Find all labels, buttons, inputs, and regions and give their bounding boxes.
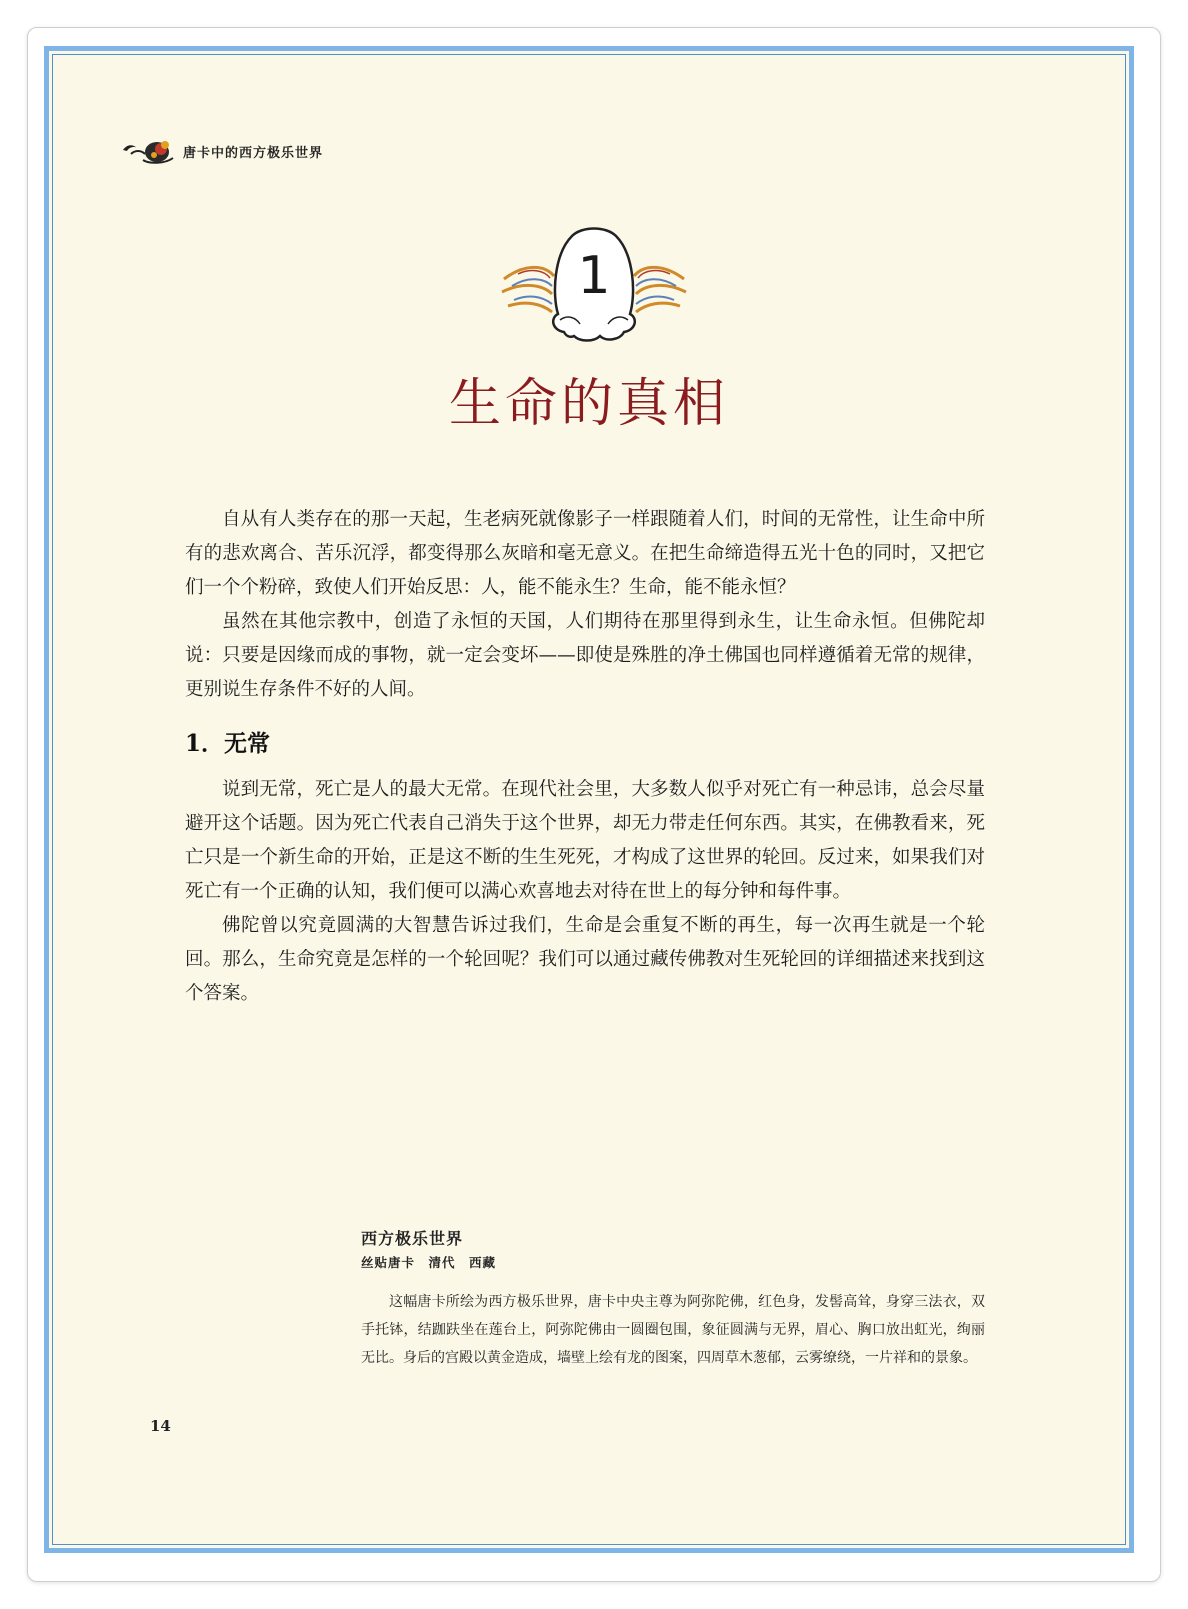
chapter-number: 1: [577, 246, 611, 306]
page-number: 14: [150, 1417, 171, 1435]
chapter-title: 生命的真相: [448, 374, 729, 434]
caption-subtitle: 丝贴唐卡 清代 西藏: [361, 1255, 497, 1270]
intro-paragraph: 自从有人类存在的那一天起，生老病死就像影子一样跟随着人们，时间的无常性，让生命中所有的悲欢离合、苦乐沉浮，都变得那么灰暗和毫无意义。在把生命缔造得五光十色的同时，又把它们一个个粉碎，致使人们开始反思：人，能不能永生？生命，能不能永恒？: [185, 509, 985, 598]
section-paragraph: 说到无常，死亡是人的最大无常。在现代社会里，大多数人似乎对死亡有一种忌讳，总会尽量避开这个话题。因为死亡代表自己消失于这个世界，却无力带走任何东西。其实，在佛教看来，死亡只是一个新生命的开始，正是这不断的生生死死，才构成了这世界的轮回。反过来，如果我们对死亡有一个正确的认知，我们便可以满心欢喜地去对待在世上的每分钟和每件事。: [185, 779, 985, 902]
caption-title: 西方极乐世界: [361, 1229, 464, 1248]
section-heading: 1．无常: [185, 730, 271, 757]
body-text: [185, 503, 985, 1011]
running-header-title: 唐卡中的西方极乐世界: [183, 145, 324, 161]
running-header: [121, 136, 323, 166]
caption-text: 这幅唐卡所绘为西方极乐世界，唐卡中央主尊为阿弥陀佛，红色身，发髻高耸，身穿三法衣，双手托钵，结跏趺坐在莲台上，阿弥陀佛由一圆圈包围，象征圆满与无界，眉心、胸口放出虹光，绚丽无比。身后的宫殿以黄金造成，墙壁上绘有龙的图案，四周草木葱郁，云雾缭绕，一片祥和的景象。: [361, 1294, 985, 1366]
section-paragraph: 佛陀曾以究竟圆满的大智慧告诉过我们，生命是会重复不断的再生，每一次再生就是一个轮回。那么，生命究竟是怎样的一个轮回呢？我们可以通过藏传佛教对生死轮回的详细描述来找到这个答案。: [185, 915, 985, 1004]
image-caption: [361, 1226, 985, 1372]
intro-paragraph: 虽然在其他宗教中，创造了永恒的天国，人们期待在那里得到永生，让生命永恒。但佛陀却说：只要是因缘而成的事物，就一定会变坏——即使是殊胜的净土佛国也同样遵循着无常的规律，更别说生存条件不好的人间。: [185, 611, 985, 700]
lion-emblem-icon: [121, 136, 177, 166]
chapter-ornament: [494, 214, 694, 349]
book-page: [44, 46, 1134, 1553]
